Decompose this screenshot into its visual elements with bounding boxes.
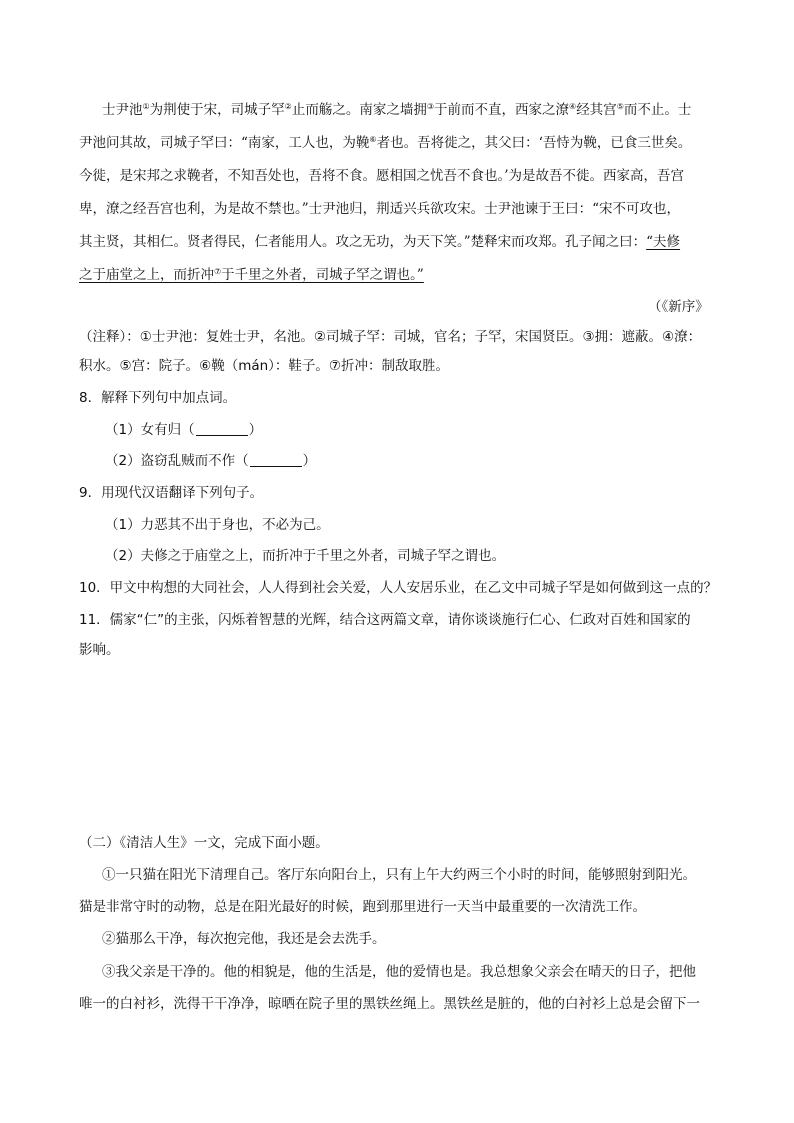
section-2-para-1b: 猫是非常守时的动物，总是在阳光最好的时候，跑到那里进行一天当中最重要的一次清洗工作。 bbox=[79, 899, 646, 915]
passage-line-3: 今徙，是宋邦之求鞔者，不知吾处也，吾将不食。愿相国之忧吾不食也。’为是故吾不徙。西家高，吾宫 bbox=[79, 168, 685, 184]
question-8-1: （1）女有归（ ） bbox=[105, 422, 263, 438]
section-2-para-3a: ③我父亲是干净的。他的相貌是，他的生活是，他的爱情也是。我总想象父亲会在晴天的日子，把他 bbox=[102, 964, 696, 980]
question-8: 8．解释下列句中加点词。 bbox=[79, 390, 237, 406]
notes-line-2: 积水。⑤宫：院子。⑥鞔（mán）：鞋子。⑦折冲：制敌取胜。 bbox=[79, 358, 450, 374]
question-9-1: （1）力恶其不出于身也，不必为己。 bbox=[105, 517, 330, 533]
question-8-2: （2）盗窃乱贼而不作（ ） bbox=[105, 453, 317, 469]
notes-line-1: （注释）：①士尹池：复姓士尹，名池。②司城子罕：司城，官名；子罕，宋国贤臣。③拥：遮蔽。④潦： bbox=[79, 329, 702, 345]
section-2-para-2: ②猫那么干净，每次抱完他，我还是会去洗手。 bbox=[102, 931, 386, 947]
answer-blank-8-1[interactable] bbox=[196, 421, 248, 436]
question-11-cont: 影响。 bbox=[79, 642, 120, 658]
passage-source: （《新序》 bbox=[648, 299, 709, 315]
question-11: 11．儒家“仁”的主张，闪烁着智慧的光辉，结合这两篇文章，请你谈谈施行仁心、仁政对百姓和国家的 bbox=[79, 612, 691, 628]
section-2-heading: （二）《清洁人生》一文，完成下面小题。 bbox=[79, 835, 329, 851]
passage-line-1: 士尹池①为荆使于宋，司城子罕②止而觞之。南家之墙拥③于前而不直，西家之潦④经其宫⑤而不止。士 bbox=[102, 102, 692, 118]
question-9: 9．用现代汉语翻译下列句子。 bbox=[79, 485, 264, 501]
answer-blank-8-2[interactable] bbox=[250, 452, 302, 467]
passage-line-5: 其主贤，其相仁。贤者得民，仁者能用人。攻之无功，为天下笑。”楚释宋而攻郑。孔子闻之曰：“夫修 bbox=[79, 234, 681, 250]
question-9-2: （2）夫修之于庙堂之上，而折冲于千里之外者，司城子罕之谓也。 bbox=[105, 548, 506, 564]
question-10: 10．甲文中构想的大同社会，人人得到社会关爱，人人安居乐业，在乙文中司城子罕是如何做到这一点的？ bbox=[79, 580, 718, 596]
passage-line-4: 卑，潦之经吾宫也利，为是故不禁也。”士尹池归，荆适兴兵欲攻宋。士尹池谏于王曰：“宋不可攻也， bbox=[79, 201, 681, 217]
underlined-sentence-start: “夫修 bbox=[646, 234, 681, 250]
section-2-para-3b: 唯一的白衬衫，洗得干干净净，晾晒在院子里的黑铁丝绳上。黑铁丝是脏的，他的白衬衫上总是会留下一 bbox=[79, 996, 700, 1012]
passage-line-6: 之于庙堂之上，而折冲⑦于千里之外者，司城子罕之谓也。” bbox=[79, 267, 424, 283]
section-2-para-1a: ①一只猫在阳光下清理自己。客厅东向阳台上，只有上午大约两三个小时的时间，能够照射到阳光。 bbox=[102, 867, 696, 883]
passage-line-2: 尹池问其故，司城子罕曰：“南家，工人也，为鞔⑥者也。吾将徙之，其父曰：‘吾恃为鞔，已食三世矣。 bbox=[79, 135, 692, 151]
